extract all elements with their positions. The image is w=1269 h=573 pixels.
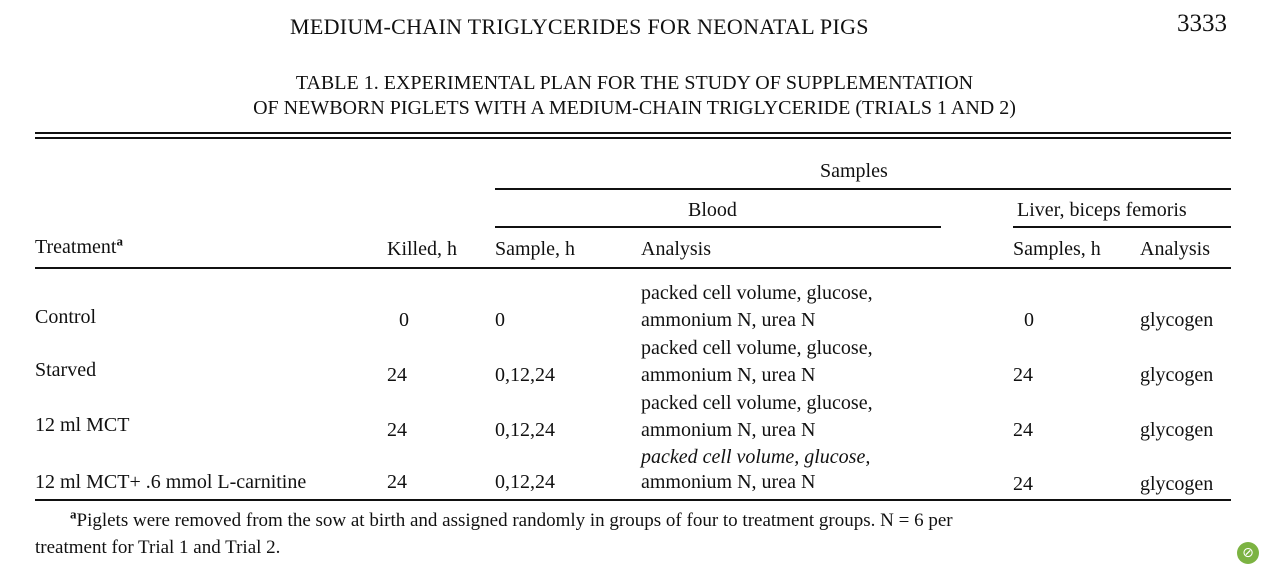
treatment-header-label: Treatment <box>35 236 117 258</box>
bottom-rule <box>35 499 1231 501</box>
analysis2-cell: glycogen <box>1140 419 1214 441</box>
footnote-mark: a <box>70 506 77 522</box>
samples-rule <box>495 188 1231 190</box>
footnote-line-1 <box>70 506 953 532</box>
running-head: MEDIUM-CHAIN TRIGLYCERIDES FOR NEONATAL PIGS <box>290 14 869 39</box>
analysis-header: Analysis <box>641 238 711 260</box>
top-rule-1 <box>35 132 1231 134</box>
samples-cell: 24 <box>1013 473 1033 495</box>
footnote-text-1: Piglets were removed from the sow at birth and assigned randomly in groups of four to treatment groups. N = 6 per <box>76 510 953 531</box>
analysis2-cell: glycogen <box>1140 473 1214 495</box>
analysis-cell-line-2: ammonium N, urea N <box>641 309 816 331</box>
analysis2-header: Analysis <box>1140 238 1210 260</box>
killed-cell: 0 <box>399 309 409 331</box>
samples-cell: 24 <box>1013 419 1033 441</box>
analysis-cell-line-1: packed cell volume, glucose, <box>641 446 871 468</box>
analysis-cell-line-1: packed cell volume, glucose, <box>641 337 873 359</box>
sample-h-header: Sample, h <box>495 238 575 260</box>
page-number: 3333 <box>1177 10 1227 37</box>
sample-cell: 0 <box>495 309 505 331</box>
table-row-starved <box>0 337 1269 393</box>
table-title-line-1: TABLE 1. EXPERIMENTAL PLAN FOR THE STUDY OF SUPPLEMENTATION <box>295 72 974 94</box>
analysis2-cell: glycogen <box>1140 309 1214 331</box>
analysis-cell-line-2: ammonium N, urea N <box>641 471 816 493</box>
treatment-footnote-mark: a <box>116 233 123 249</box>
table-row-12ml-mct <box>0 392 1269 448</box>
killed-cell: 24 <box>387 471 407 493</box>
footnote-line-2: treatment for Trial 1 and Trial 2. <box>35 537 281 558</box>
killed-header: Killed, h <box>387 238 457 260</box>
header-rule <box>35 267 1231 269</box>
table-title-line-2: OF NEWBORN PIGLETS WITH A MEDIUM-CHAIN TRIGLYCERIDE (TRIALS 1 AND 2) <box>253 97 1016 119</box>
killed-cell: 24 <box>387 364 407 386</box>
treatment-cell: Control <box>35 306 97 328</box>
samples-header: Samples <box>820 160 888 182</box>
killed-cell: 24 <box>387 419 407 441</box>
analysis-cell-line-1: packed cell volume, glucose, <box>641 282 873 304</box>
liver-header: Liver, biceps femoris <box>1017 199 1187 221</box>
blood-header: Blood <box>688 199 737 221</box>
samples-cell: 24 <box>1013 364 1033 386</box>
treatment-header <box>35 233 123 259</box>
table-row-12ml-mct-carnitine <box>0 446 1269 502</box>
treatment-cell: 12 ml MCT+ .6 mmol L-carnitine <box>35 471 307 493</box>
blood-rule <box>495 226 941 228</box>
samples-h-header: Samples, h <box>1013 238 1101 260</box>
top-rule-2 <box>35 137 1231 139</box>
analysis-cell-line-2: ammonium N, urea N <box>641 419 816 441</box>
sample-cell: 0,12,24 <box>495 364 555 386</box>
sample-cell: 0,12,24 <box>495 419 555 441</box>
liver-rule <box>1013 226 1231 228</box>
analysis2-cell: glycogen <box>1140 364 1214 386</box>
treatment-cell: 12 ml MCT <box>35 414 130 436</box>
samples-cell: 0 <box>1024 309 1034 331</box>
table-row-control <box>0 282 1269 338</box>
sample-cell: 0,12,24 <box>495 471 555 493</box>
corner-logo-icon: ⊘ <box>1237 542 1259 564</box>
treatment-cell: Starved <box>35 359 97 381</box>
analysis-cell-line-2: ammonium N, urea N <box>641 364 816 386</box>
analysis-cell-line-1: packed cell volume, glucose, <box>641 392 873 414</box>
